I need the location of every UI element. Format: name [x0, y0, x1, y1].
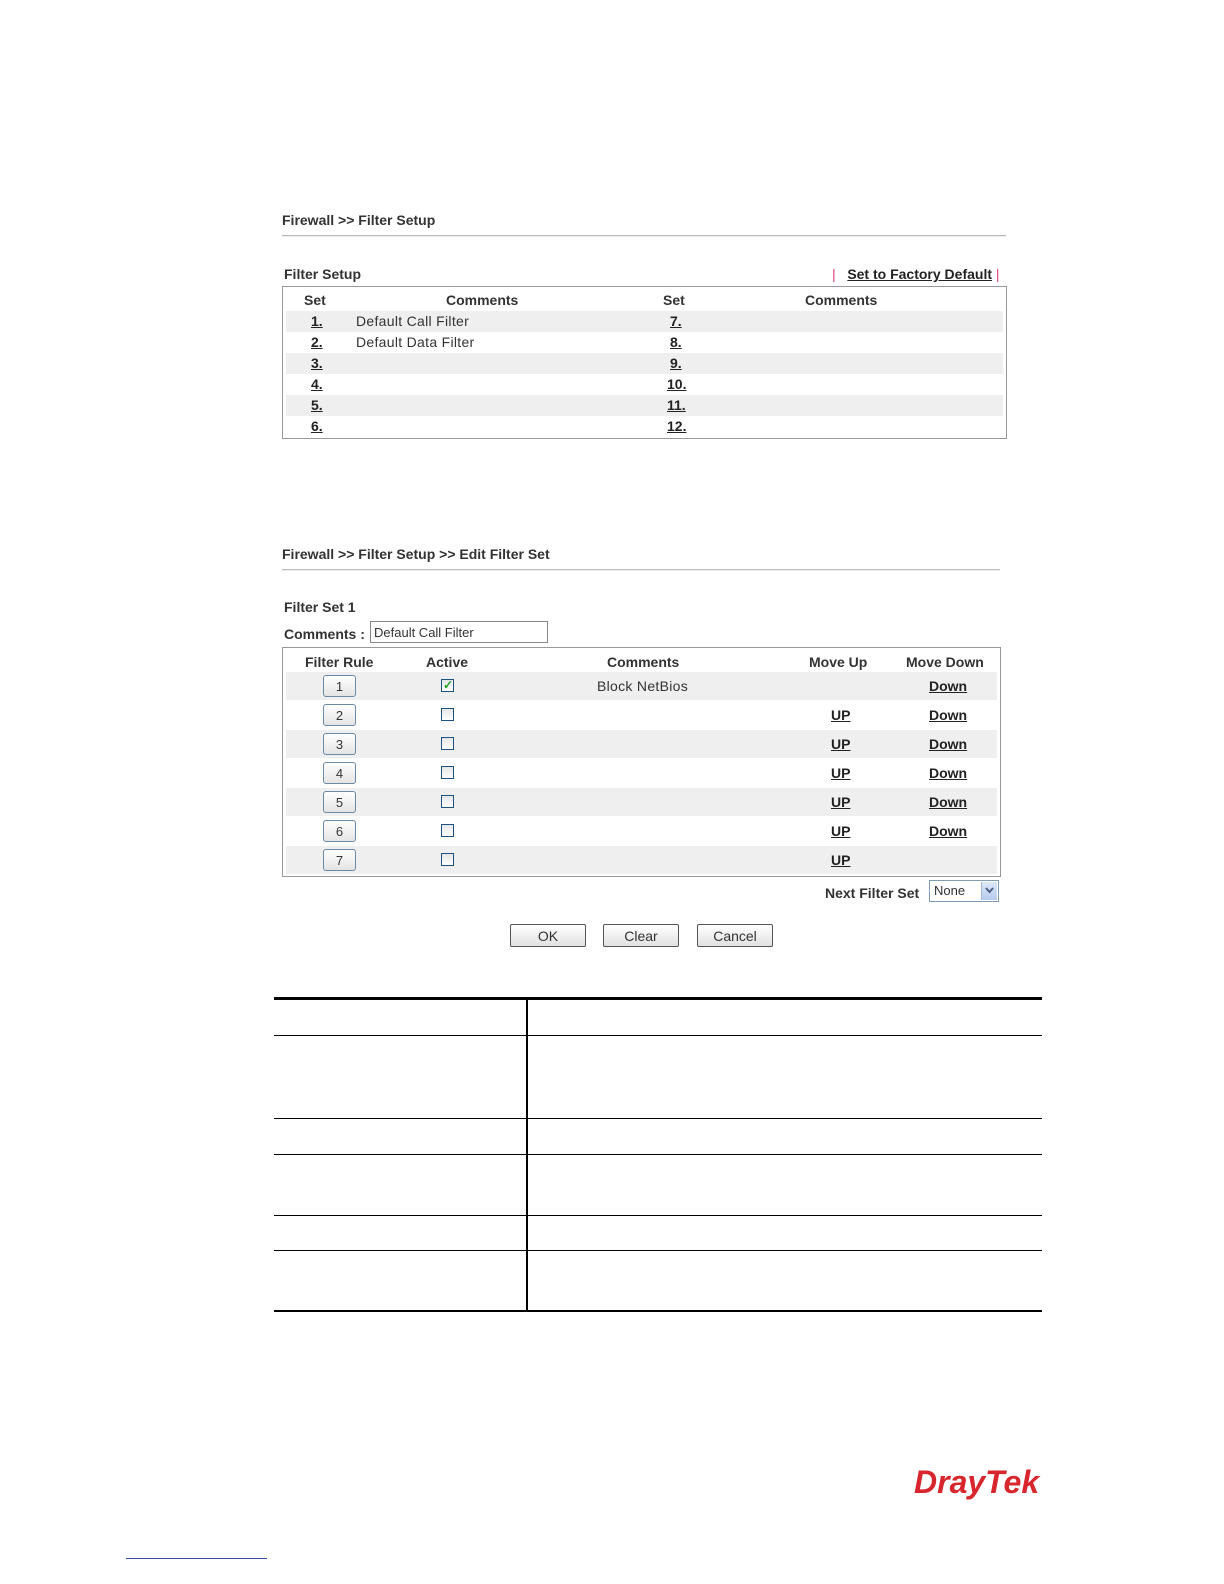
set-link-5[interactable]: 5. [311, 397, 323, 413]
filter-rule-button-5[interactable]: 5 [323, 791, 356, 813]
filter-rule-button-4[interactable]: 4 [323, 762, 356, 784]
breadcrumb-divider [282, 569, 1000, 571]
move-down-link-1[interactable]: Down [929, 678, 968, 694]
table-row [286, 730, 997, 758]
table-top-border [274, 997, 1042, 1000]
next-filter-set-select[interactable] [929, 880, 999, 902]
filter-rule-button-6[interactable]: 6 [323, 820, 356, 842]
table-divider [274, 1035, 1042, 1036]
table-row [286, 788, 997, 816]
draytek-logo [914, 1463, 1044, 1506]
logo-text: DrayTek [914, 1464, 1040, 1500]
active-checkbox-6[interactable] [441, 824, 454, 837]
next-filter-set-value: None [934, 883, 966, 898]
edit-filter-set-breadcrumb: Firewall >> Filter Setup >> Edit Filter Set [282, 546, 550, 562]
move-up-link-4[interactable]: UP [831, 765, 851, 781]
comments-input[interactable] [370, 621, 548, 643]
active-checkbox-2[interactable] [441, 708, 454, 721]
filter-set-table [282, 286, 1007, 439]
clear-button[interactable]: Clear [603, 924, 679, 947]
ok-button[interactable]: OK [510, 924, 586, 947]
table-row [286, 701, 997, 729]
table-row [286, 353, 1003, 374]
set-to-factory-default-link[interactable]: Set to Factory Default [847, 266, 993, 282]
filter-setup-caption: Filter Setup [284, 266, 362, 282]
header-set-right: Set [663, 292, 685, 308]
table-divider [274, 1250, 1042, 1251]
breadcrumb-divider [282, 235, 1006, 237]
active-checkbox-3[interactable] [441, 737, 454, 750]
table-row [286, 416, 1003, 437]
header-comments: Comments [607, 654, 680, 670]
header-move-down: Move Down [906, 654, 984, 670]
set-link-2[interactable]: 2. [311, 334, 323, 350]
comments-label: Comments : [284, 626, 365, 642]
move-down-link-4[interactable]: Down [929, 765, 968, 781]
table-divider [274, 1118, 1042, 1119]
active-checkbox-4[interactable] [441, 766, 454, 779]
move-down-link-5[interactable]: Down [929, 794, 968, 810]
set-link-10[interactable]: 10. [667, 376, 687, 392]
table-row [286, 759, 997, 787]
table-divider [274, 1154, 1042, 1155]
table-row [286, 846, 997, 874]
filter-rule-button-2[interactable]: 2 [323, 704, 356, 726]
pipe-separator-right: | [995, 266, 1000, 282]
header-set-left: Set [304, 292, 326, 308]
filter-rule-button-3[interactable]: 3 [323, 733, 356, 755]
set-comment: Default Data Filter [356, 334, 475, 350]
chevron-down-icon[interactable] [981, 882, 997, 900]
set-link-3[interactable]: 3. [311, 355, 323, 371]
active-checkbox-1[interactable] [441, 679, 454, 692]
table-divider [274, 1215, 1042, 1216]
set-link-9[interactable]: 9. [670, 355, 682, 371]
set-link-7[interactable]: 7. [670, 313, 682, 329]
factory-default-group [832, 266, 1000, 282]
table-row [286, 311, 1003, 332]
filter-set-caption: Filter Set 1 [284, 599, 356, 615]
set-link-11[interactable]: 11. [667, 397, 686, 413]
move-down-link-6[interactable]: Down [929, 823, 968, 839]
set-link-6[interactable]: 6. [311, 418, 323, 434]
set-link-12[interactable]: 12. [667, 418, 687, 434]
header-comments-left: Comments [446, 292, 519, 308]
move-down-link-2[interactable]: Down [929, 707, 968, 723]
table-column-divider [526, 999, 528, 1312]
table-row [286, 672, 997, 700]
move-up-link-5[interactable]: UP [831, 794, 851, 810]
pipe-separator-left: | [832, 266, 836, 282]
filter-rule-button-1[interactable]: 1 [323, 675, 356, 697]
active-checkbox-5[interactable] [441, 795, 454, 808]
table-row [286, 374, 1003, 395]
cancel-button[interactable]: Cancel [697, 924, 773, 947]
filter-setup-breadcrumb: Firewall >> Filter Setup [282, 212, 436, 228]
header-comments-right: Comments [805, 292, 878, 308]
header-filter-rule: Filter Rule [305, 654, 374, 670]
table-bottom-border [274, 1310, 1042, 1312]
set-comment: Default Call Filter [356, 313, 470, 329]
next-filter-set-label: Next Filter Set [825, 885, 920, 901]
header-move-up: Move Up [809, 654, 868, 670]
rule-comment-text: Block NetBios [597, 678, 689, 694]
move-up-link-2[interactable]: UP [831, 707, 851, 723]
table-row [286, 395, 1003, 416]
move-up-link-3[interactable]: UP [831, 736, 851, 752]
set-link-8[interactable]: 8. [670, 334, 682, 350]
filter-rule-table [282, 647, 1001, 877]
table-row [286, 817, 997, 845]
move-up-link-6[interactable]: UP [831, 823, 851, 839]
move-up-link-7[interactable]: UP [831, 852, 851, 868]
filter-rule-button-7[interactable]: 7 [323, 849, 356, 871]
set-link-4[interactable]: 4. [311, 376, 323, 392]
header-active: Active [426, 654, 469, 670]
move-down-link-3[interactable]: Down [929, 736, 968, 752]
active-checkbox-7[interactable] [441, 853, 454, 866]
checkmark-icon: ✓ [443, 678, 454, 692]
set-link-1[interactable]: 1. [311, 313, 323, 329]
table-row [286, 332, 1003, 353]
footer-line [126, 1558, 267, 1559]
